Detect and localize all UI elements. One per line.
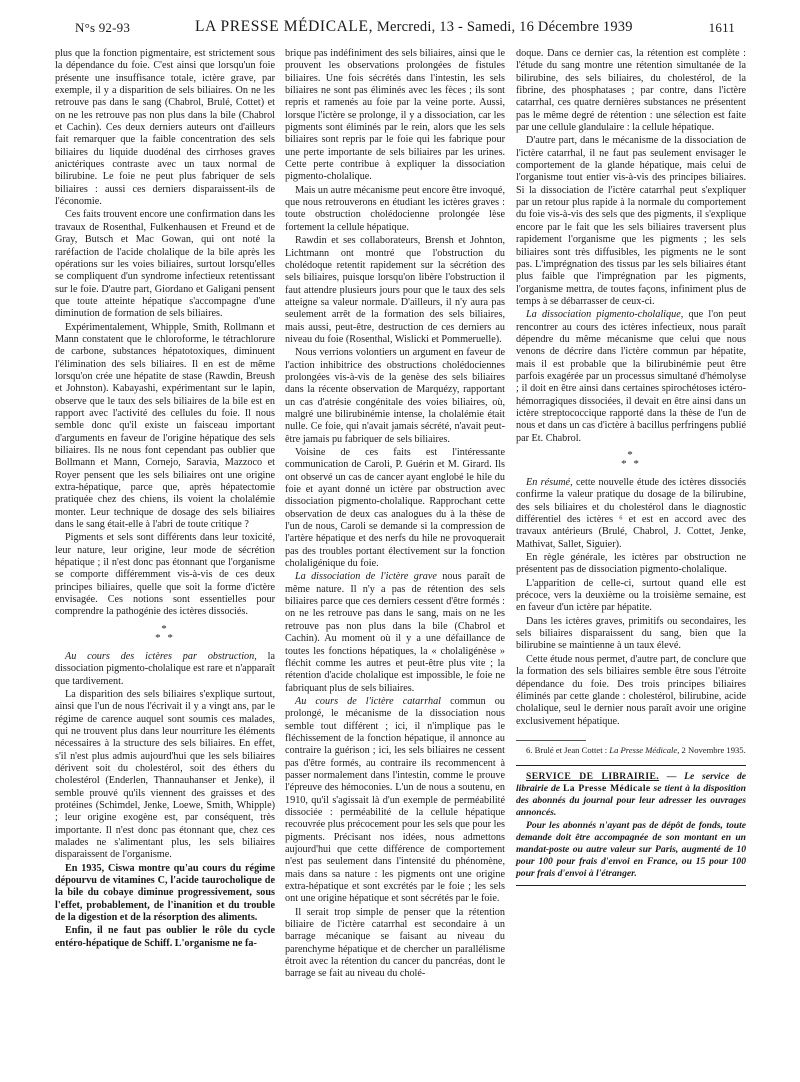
- paragraph: Dans les ictères graves, primitifs ou secondaires, les sels biliaires disparaissent du sang, bien que la bilirubine se maintienne à un taux élevé.: [516, 615, 746, 652]
- paragraph: En 1935, Ciswa montre qu'au cours du régime dépourvu de vitamines C, l'acide taurocholique de la bile du cobaye diminue progressivement, sous l'effet, probablement, de l'inanition et du trouble de la digestion et de la résorption des aliments.: [55, 862, 275, 924]
- box-divider-top: [516, 765, 746, 766]
- box-paragraph: Pour les abonnés n'ayant pas de dépôt de fonds, toute demande doit être accompagnée de son montant en un mandat-poste ou autre valeur sur Paris, augmenté de 10 pour 100 pour frais d'envoi en France, ou 15 pour 100 pour frais d'envoi à l'étranger.: [516, 820, 746, 880]
- paragraph-lead: En résumé,: [526, 477, 573, 488]
- box-paragraph: [516, 771, 746, 819]
- paragraph: plus que la fonction pigmentaire, est strictement sous la dépendance du foie. C'est ainsi que lorsqu'un foie présente une insuffisance totale, ictère grave, par exemple, il y a disparition de sels biliaires. On ne les retrouve pas dans le sang (Chabrol, Brulé, Cottet) et on ne les retrouve pas non plus dans la bile (Chabrol et Cachin). Ces deux derniers auteurs ont d'ailleurs fait remarquer que la faible concentration des sels biliaires du liquide duodénal des cirrhoses graves anictériques contraste avec un taux normal de bilirubine. Le foie ne peut plus fabriquer de sels biliaires : aussi ces derniers disparaissent-ils de l'économie.: [55, 48, 275, 208]
- column-3: [516, 48, 746, 886]
- star-bottom: * *: [621, 458, 641, 470]
- paragraph: Il serait trop simple de penser que la rétention biliaire de l'ictère catarrhal est secondaire à un barrage mécanique se faisant au niveau du parenchyme hépatique et de chercher un parallélisme étroit avec la rétention du cancer du pancréas, dont le barrage se fait au niveau du cholé-: [285, 906, 505, 980]
- paragraph: L'apparition de celle-ci, surtout quand elle est précoce, vers la deuxième ou la troisième semaine, est en faveur d'un ictère par hépatite.: [516, 577, 746, 614]
- section-separator: [516, 451, 746, 469]
- paragraph-text: commun ou prolongé, le mécanisme de la dissociation nous semble tout différent ; ici, il n'implique pas le fléchissement de la fonction hépatique, il annonce au contraire la guérison ; ici, les sels biliaires ne cessent pas d'être formés, au contraire ils recommencent à passer normalement dans l'intestin, comme le prouve l'épreuve des hémoconies. L'un de nous a soutenu, en 1910, qu'il s'agissait là d'un exemple de perméabilité dissociée : perméabilité de la cellule hépatique recouvrée plus précocement pour les sels que pour les pigments. Précisant nos idées, nous admettons aujourd'hui que cette différence de comportement n'est pas seulement dans l'intensité du phénomène, mais dans sa nature : les pigments ont une origine extra-hépatique et sont excrétés par le foie ; les sels ont une origine hépatique et sont sécrétés par le foie.: [285, 695, 505, 905]
- paragraph: [55, 651, 275, 688]
- paragraph: [516, 309, 746, 445]
- paragraph: [516, 477, 746, 551]
- column-2: [285, 48, 505, 981]
- paragraph: Expérimentalement, Whipple, Smith, Rollmann et Mann constatent que le chloroforme, le tétrachlorure de carbone, substances hépatotoxiques, diminuent l'élimination des sels biliaires. Il en est de même lorsqu'on crée une hépatite de stase (Rawdin, Breush et Johnston). Kabayashi, expérimentant sur le lapin, observe que le taux des sels biliaires de la bile est en rapport avec l'activité des cellules du foie. Il nous semble donc qu'il existe un faisceau important d'arguments en faveur de l'origine hépatique des sels biliaires. Ils ne nous font cependant pas oublier que Bollmann et Mann, Cornejo, Saravia, Mazzoco et Royer pensent que les sels biliaires ont une origine extra-hépatique, parce que, après hépatectomie pratiquée chez des chiens, ils voient la cholalémie monter. Leur technique de dosage des sels biliaires dans le sang était-elle à l'abri de toute critique ?: [55, 321, 275, 531]
- paragraph: Voisine de ces faits est l'intéressante communication de Caroli, P. Guérin et M. Girard. Ils ont observé un cas de cancer ayant englobé le hile du foie et ayant donné un ictère par obstruction avec dissociation pigmento-cholalique. Rapprochant cette observation de deux cas analogues du à la thèse de l'un de nous, Caroli se demande si la compression de l'artère hépatique et des nerfs du hile ne provoquerait pas des troubles portant électivement sur la fonction cholaligénique du foie.: [285, 447, 505, 570]
- paragraph-lead: La dissociation de l'ictère grave: [295, 571, 437, 583]
- paragraph: [285, 571, 505, 694]
- paragraph: Cette étude nous permet, d'autre part, de conclure que la formation des sels biliaires semble être sous l'étroite dépendance du foie. Des trois principes biliaires éliminés par cette glande : cholestérol, bilirubine, acide cholalique, seul le dernier nous paraît avoir une origine exclusivement hépatique.: [516, 653, 746, 727]
- paragraph: La disparition des sels biliaires s'explique surtout, ainsi que l'un de nous l'écrivait il y a vingt ans, par le régime de carence auquel sont soumis ces malades, qui ne trouvent plus dans leur nourriture les éléments nécessaires à la structure des sels biliaires. En effet, s'il n'est plus admis aujourd'hui que les sels biliaires dérivent soit du cholestérol, soit des éthers du cholestérol (Enderlen, Thannauhanser et Jenke), il semble prouvé qu'ils viennent des graisses et des protéines (Schimdel, Jenke, Loewe, Smith, Whipple) ; leur origine exogène est, par conséquent, très importante. Il n'est donc pas étonnant que, chez ces malades ne s'alimentant plus, les sels biliaires disparaissent de l'organisme.: [55, 688, 275, 861]
- paragraph-lead: Au cours des ictères par obstruction,: [65, 650, 257, 662]
- paragraph: En règle générale, les ictères par obstruction ne présentent pas de dissociation pigmento-cholalique.: [516, 552, 746, 576]
- paragraph: doque. Dans ce dernier cas, la rétention est complète : l'étude du sang montre une rétention simultanée de la bilirubine, des sels biliaires, du cholestérol, de la fibrine, des phosphatases ; par contre, dans l'ictère catarrhal, ces quatre dernières substances ne présentent pas le même degré de rétention : une sélection est faite par une cellule glandulaire : la cellule hépatique.: [516, 48, 746, 134]
- star-bottom: * *: [155, 631, 175, 644]
- box-text: se tient à la disposition des abonnés du journal pour leur adresser les ouvrages annoncés.: [516, 783, 746, 819]
- paragraph-text: cette nouvelle étude des ictères dissociés confirme la valeur pratique du dosage de la bilirubine, des sels biliaires et du cholestérol dans le diagnostic différentiel des ictères ⁶ et est en accord avec des travaux antérieurs (Brulé, Chabrol, J. Cottet, Jenke, Mathivat, Sallet, Siguier).: [516, 477, 746, 550]
- journal-name: La Presse Médicale: [563, 783, 651, 795]
- footnote-divider: [516, 740, 586, 741]
- paragraph: brique pas indéfiniment des sels biliaires, ainsi que le prouvent les observations prolongées de fistules biliaires. Une fois sécrétés dans l'intestin, les sels biliaires ne sont pas éliminés avec les fèces ; ils sont repris et ramenés au foie par la veine porte. Aussi, lorsque l'ictère se prolonge, il y a dissociation, car les pigments sont éliminés par le rein, alors que les sels biliaires sont repris par le foie qui les fabrique pour une perte importante de sels biliaires par les urines. Cette perte contribue à expliquer la dissociation pigmento-cholalique.: [285, 48, 505, 183]
- paragraph: Ces faits trouvent encore une confirmation dans les travaux de Rosenthal, Fulkenhausen et Freund et de Gray, Butsch et Mac Gowan, qui ont noté la raréfaction de l'acide cholalique de la bile après les opérations sur les voies biliaires, surtout lorsqu'elles se compliquent d'un syndrome infectieux retentissant sur le foie. D'autre part, Giordano et Galigani pensent que toute atteinte hépatique s'accompagne d'une diminution de formation de sels biliaires.: [55, 209, 275, 320]
- paragraph-lead: Au cours de l'ictère catarrhal: [295, 695, 441, 707]
- paragraph-text: que l'on peut rencontrer au cours des ictères infectieux, nous paraît dépendre du même mécanisme que celui que nous venons de décrire dans l'ictère commun par hépatite, mais il est probable que la bilirubinémie peut être parfois exagérée par un processus simultané d'hémolyse ; il doit en être ainsi dans certaines spirochétoses ictéro-hémorragiques dissociées, il devait en être ainsi dans un ictère streptococcique rapporté dans la thèse de l'un de nous et dans un cas d'ictère à bacillus perfringens publié par Et. Chabrol.: [516, 309, 747, 444]
- footnote-journal: La Presse Médicale,: [609, 744, 680, 755]
- page-number: 1611: [708, 20, 735, 35]
- box-divider-bottom: [516, 885, 746, 886]
- box-title: SERVICE DE LIBRAIRIE.: [526, 771, 660, 783]
- paragraph-text: nous paraît de même nature. Il n'y a pas de rétention des sels biliaires parce que ces derniers cessent d'être formés : on ne les retrouve pas dans le sang, mais on ne les retrouve pas non plus dans la bile (Chabrol et Cachin). Au moment où il y a une défaillance de toutes les fonctions hépatiques, la « cholaligénèse » fléchit comme les autres et peut-être plus vite ; la rétention d'acide cholalique est impossible, le foie ne fabriquant plus de sels biliaires.: [285, 571, 505, 694]
- paragraph: D'autre part, dans le mécanisme de la dissociation de l'ictère catarrhal, il ne faut pas seulement envisager le comportement de la glande hépatique, mais celui de l'organisme tout entier vis-à-vis des principes biliaires. Si la dissociation de l'ictère catarrhal peut s'expliquer par un retour plus rapide à la normale du comportement du foie vis-à-vis des sels que des pigments, il s'explique encore par le fait que les sels biliaires traversent plus rapidement l'organisme que les pigments ; les sels biliaires sont très diffusibles, les pigments ne le sont pas. L'imprégnation des tissus par les sels biliaires étant plus faible que l'imprégnation par les pigments, l'organisme mettra, de toutes façons, infiniment plus de temps à se débarrasser de ceux-ci.: [516, 135, 746, 307]
- masthead: [195, 18, 633, 36]
- paragraph: Mais un autre mécanisme peut encore être invoqué, que nous retrouverons en étudiant les ictères graves : toute obstruction cholédocienne prolongée lèse fortement la cellule hépatique.: [285, 184, 505, 233]
- paragraph-lead: La dissociation pigmento-cholalique,: [526, 309, 684, 321]
- footnote-date: 2 Novembre 1935.: [679, 744, 746, 755]
- paragraph: [285, 696, 505, 906]
- issue-number: N°s 92-93: [75, 20, 131, 35]
- issue-date: Mercredi, 13 - Samedi, 16 Décembre 1939: [376, 19, 633, 35]
- star-top: *: [161, 622, 169, 635]
- paragraph: Rawdin et ses collaborateurs, Brensh et Johnton, Lichtmann ont montré que l'obstruction du cholédoque retentit rapidement sur la sécrétion des sels biliaires, puisque lorsqu'on libère l'obstruction il faut attendre plusieurs jours pour que le taux des sels atteigne sa valeur normale. D'ailleurs, il n'y aura pas seulement arrêt de la formation des sels biliaires, mais aussi, peut-être, destruction de ces derniers au niveau du foie (Rosenthal, Wislicki et Pommeruelle).: [285, 235, 505, 345]
- journal-title: LA PRESSE MÉDICALE,: [195, 18, 374, 35]
- paragraph: Pigments et sels sont différents dans leur toxicité, leur nature, leur origine, leur mode de sécrétion hépatique ; il n'est donc pas étonnant que l'organisme se comporte différemment vis-à-vis de ces deux principes biliaires, quelle que soit la forme d'ictère envisagée. Ces notions sont essentielles pour comprendre la pathogénie des ictères dissociés.: [55, 532, 275, 618]
- column-1: [55, 48, 275, 950]
- paragraph: Nous verrions volontiers un argument en faveur de l'action inhibitrice des obstructions cholédociennes prolongées vis-à-vis de la genèse des sels biliaires dans la récente observation de Marquézy, rapportant un cas d'atrésie congénitale des voies biliaires, où, malgré une bilirubinémie intense, la cholalémie était nulle. Ce foie, qui n'avait jamais sécrété, n'avait peut-être jamais pu fabriquer de sels biliaires.: [285, 347, 505, 445]
- footnote-number: 6.: [526, 744, 535, 755]
- paragraph-text: la dissociation pigmento-cholalique est rare et n'apparaît que tardivement.: [55, 650, 276, 687]
- section-separator: [55, 622, 275, 644]
- paragraph: Enfin, il ne faut pas oublier le rôle du cycle entéro-hépatique de Schiff. L'organisme ne fa-: [55, 925, 275, 949]
- page-header: [55, 18, 760, 40]
- box-text: — Le service de librairie de: [516, 771, 747, 795]
- footnote-authors: Brulé et Jean Cottet :: [534, 744, 610, 755]
- footnote: [516, 745, 746, 756]
- star-top: *: [627, 449, 635, 461]
- library-service-box: [516, 771, 746, 880]
